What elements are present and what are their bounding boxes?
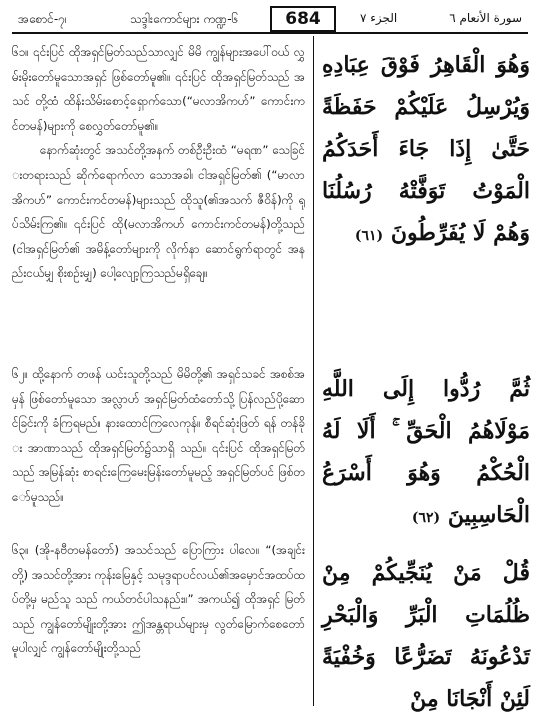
header-surah: سورة الأنعام ٦ bbox=[449, 11, 522, 25]
translation-block-61 bbox=[12, 40, 305, 286]
translation-paragraph: ၆၃။ (အို-နဗီတမန်တော်) အသင်သည် ပြောကြား ပါလေ။ “(အချင်းတို့) အသင်တို့အား ကုန်းမြေနှင့် သမုဒ္ဒရာပင်လယ်၏အမှောင်အထပ်ထပ်တို့မှ မည်သူ သည် ကယ်တင်ပါသနည်း။” အကယ်၍ ထိုအရှင် မြတ်သည် ကျွန်တော်မျိုးတို့အား ဤအန္တရာယ်များမှ လွတ်မြောက်စေတော်မူပါလျှင် ကျွန်တော်မျိုးတို့သည် bbox=[12, 543, 305, 656]
header-juz: الجزء ٧ bbox=[360, 11, 398, 25]
translation-paragraph: နောက်ဆုံးတွင် အသင်တို့အနက် တစ်ဦးဦးထံ “မရဏ” သေခြင်းတရားသည် ဆိုက်ရောက်လာ သောအခါ၊ ငါအရှင်မြတ်၏ (“မာလာအိကဟ်” ကောင်းကင်တမန်)များသည် ထိုသူ(၏အသက် ဇီဝိန်)ကို ရုပ်သိမ်းကြ၏။ ၎င်းပြင် ထို(မလာအိကဟ် ကောင်းကင်တမန်)တို့သည် (ငါအရှင်မြတ်၏ အမိန့်တော်များကို လိုက်နာ ဆောင်ရွက်ရာတွင် အနည်းငယ်မျှ စိုးစဉ်းမျှ) ပေါ့လျော့ကြသည်မရှိချေ။ bbox=[12, 143, 305, 281]
arabic-verse-63 bbox=[322, 552, 530, 720]
translation-block-62 bbox=[12, 362, 305, 510]
arabic-text: قُلْ مَنْ يُنَجِّيكُمْ مِنْ ظُلُمَاتِ الْبَرِّ وَالْبَحْرِ تَدْعُونَهُ تَضَرُّعًا وَخُفْيَةً لَئِنْ أَنْجَانَا مِنْ bbox=[322, 560, 530, 712]
translation-paragraph: ၆၁။ ၎င်းပြင် ထိုအရှင်မြတ်သည်သာလျှင် မိမိ ကျွန်များအပေါ်ဝယ် လွှမ်းမိုးတော်မူသောအရှင် ဖြစ်တော်မူ၏။ ၎င်းပြင် ထိုအရှင်မြတ်သည် အသင် တို့ထံ ထိန်းသိမ်းစောင့်ရှောက်သော(“မလာအိကဟ်” ကောင်းကင်တမန်)များကို စေလွှတ်တော်မူ၏။ bbox=[12, 45, 305, 133]
page-number: 684 bbox=[270, 6, 336, 32]
arabic-text: ثُمَّ رُدُّوا إِلَى اللَّهِ مَوْلَاهُمُ الْحَقِّ ۚ أَلَا لَهُ الْحُكْمُ وَهُوَ أَسْرَعُ الْحَاسِبِينَ bbox=[322, 376, 530, 528]
translation-block-63 bbox=[12, 538, 305, 661]
header-section-title: သဒ္ဒါးကောင်များ ကဏ္ဍ-၆ bbox=[130, 12, 239, 26]
header-volume: အစောင်-၇၊ bbox=[18, 12, 67, 26]
arabic-verse-61 bbox=[322, 44, 530, 257]
ayah-marker: (٦٢) bbox=[411, 510, 441, 526]
ayah-marker: (٦١) bbox=[354, 228, 384, 244]
translation-paragraph: ၆၂။ ထို့နောက် တဖန် ယင်းသူတို့သည် မိမိတို့၏ အရှင်သခင် အစစ်အမှန် ဖြစ်တော်မူသော အလ္လာဟ် အရှင်မြတ်ထံတော်သို့ ပြန်လည်ပို့ဆောင်ခြင်းကို ခံကြရမည်။ နားထောင်ကြလေကုန်။ စီရင်ဆုံးဖြတ် ရန် တန်ခိုး အာဏာသည် ထိုအရှင်မြတ်၌သာရှိ သည်။ ၎င်းပြင် ထိုအရှင်မြတ်သည် အမြန်ဆုံး စာရင်းကြေမေးမြန်းတော်မူမည့် အရှင်မြတ်ပင် ဖြစ်တော်မူသည်။ bbox=[12, 367, 305, 504]
column-divider bbox=[313, 36, 314, 706]
arabic-verse-62 bbox=[322, 368, 530, 539]
arabic-text: وَهُوَ الْقَاهِرُ فَوْقَ عِبَادِهِ وَيُرْسِلُ عَلَيْكُمْ حَفَظَةً حَتَّىٰ إِذَا جَاءَ أَحَدَكُمُ الْمَوْتُ تَوَفَّتْهُ رُسُلُنَا وَهُمْ لَا يُفَرِّطُونَ bbox=[322, 52, 530, 246]
page-header bbox=[12, 8, 528, 34]
